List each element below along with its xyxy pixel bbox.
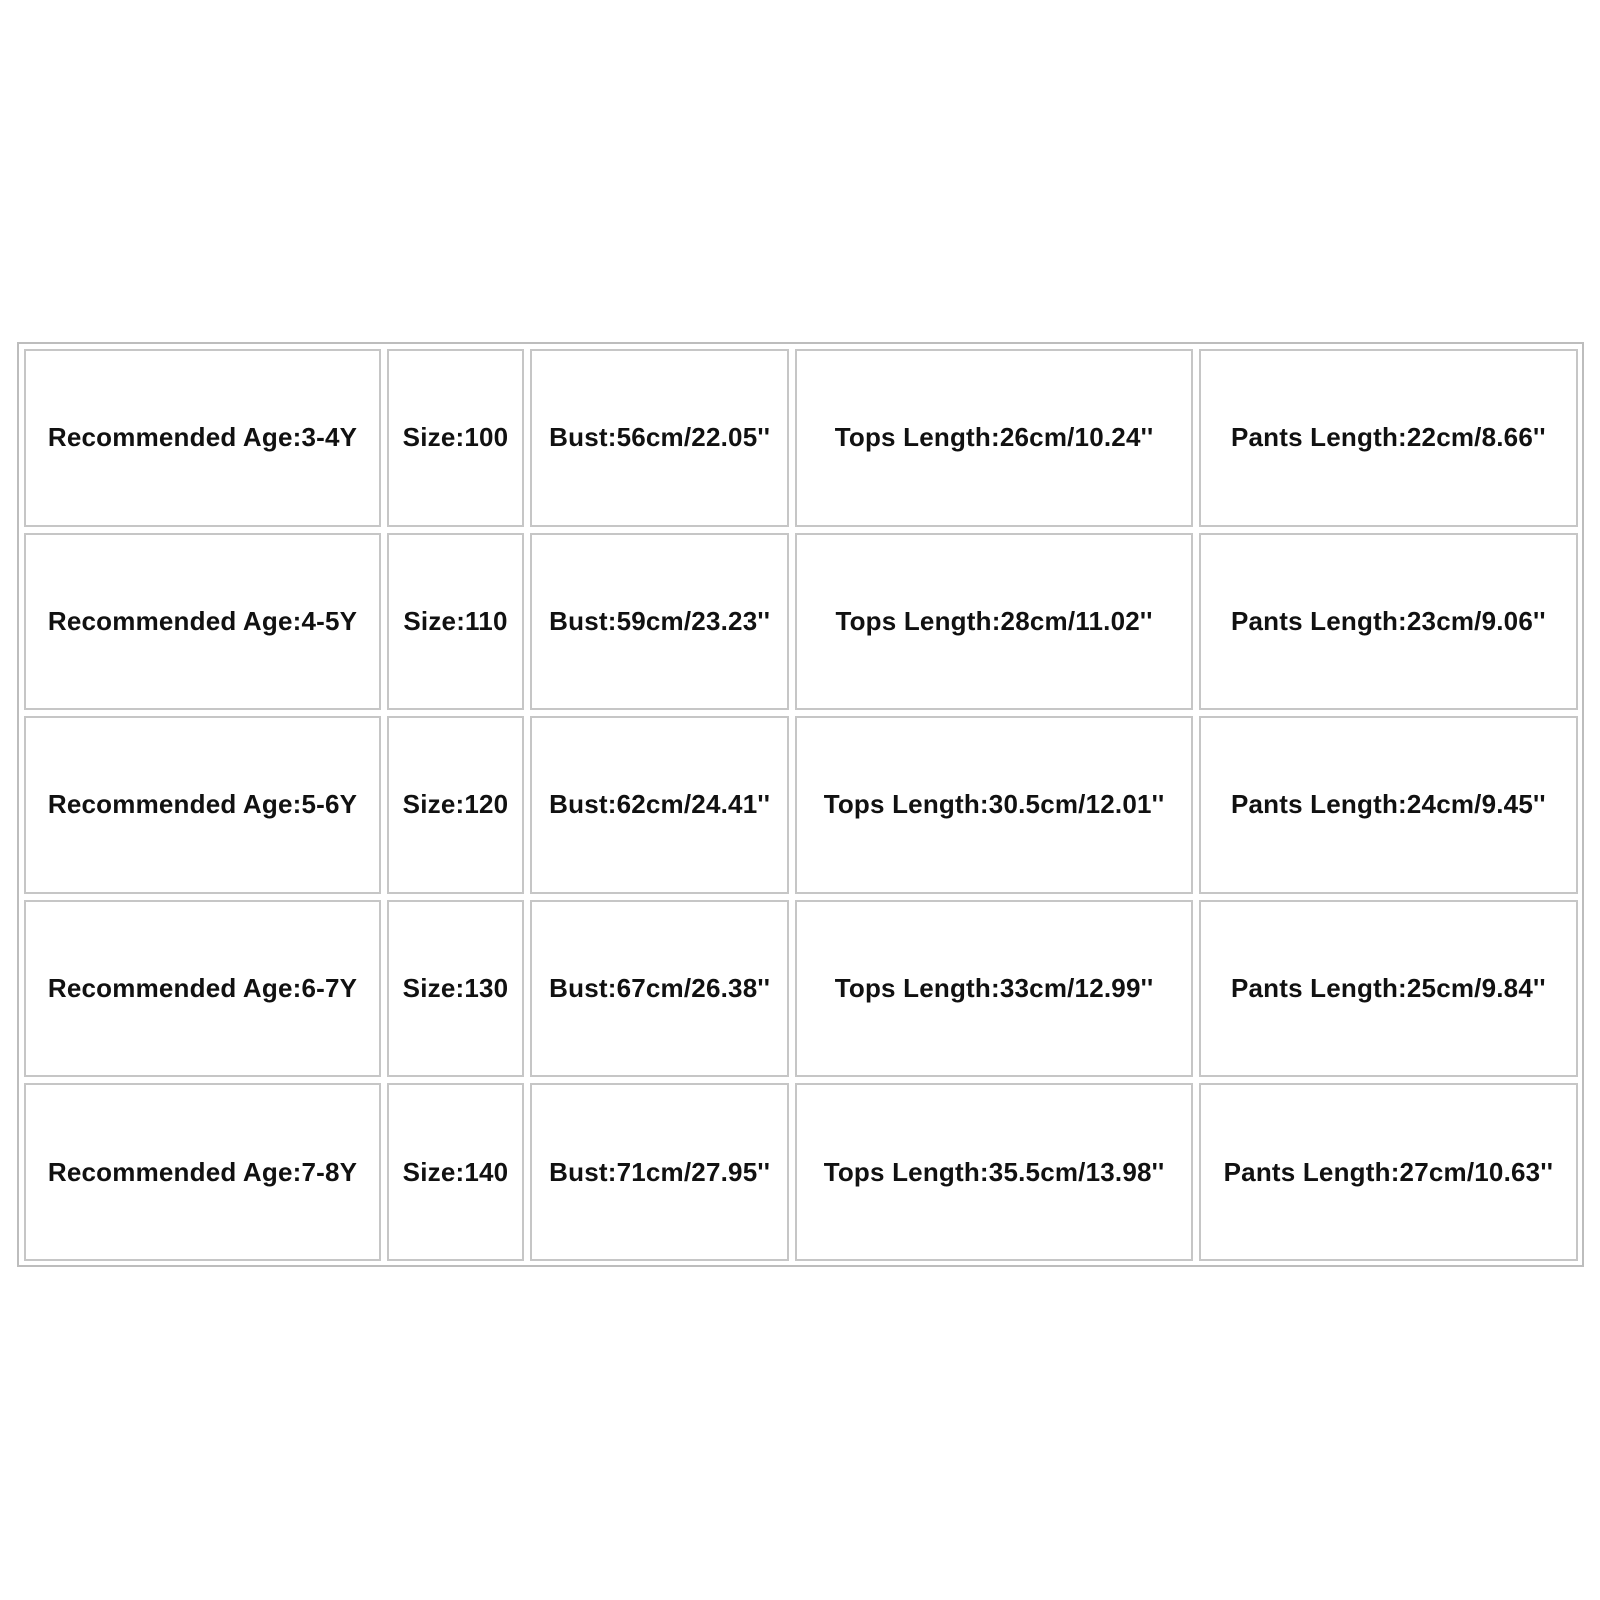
bust-cell: Bust:67cm/26.38''	[530, 900, 790, 1078]
age-cell: Recommended Age:4-5Y	[24, 533, 381, 711]
table-row	[24, 1083, 1578, 1261]
pants-length-cell: Pants Length:23cm/9.06''	[1199, 533, 1578, 711]
pants-length-cell: Pants Length:22cm/8.66''	[1199, 349, 1578, 527]
bust-cell: Bust:56cm/22.05''	[530, 349, 790, 527]
size-chart-table	[17, 342, 1584, 1267]
table-row	[24, 900, 1578, 1078]
bust-cell: Bust:71cm/27.95''	[530, 1083, 790, 1261]
pants-length-cell: Pants Length:24cm/9.45''	[1199, 716, 1578, 894]
table-row	[24, 349, 1578, 527]
bust-cell: Bust:62cm/24.41''	[530, 716, 790, 894]
age-cell: Recommended Age:6-7Y	[24, 900, 381, 1078]
age-cell: Recommended Age:7-8Y	[24, 1083, 381, 1261]
table-row	[24, 533, 1578, 711]
size-cell: Size:100	[387, 349, 524, 527]
size-cell: Size:140	[387, 1083, 524, 1261]
pants-length-cell: Pants Length:25cm/9.84''	[1199, 900, 1578, 1078]
tops-length-cell: Tops Length:30.5cm/12.01''	[795, 716, 1192, 894]
age-cell: Recommended Age:3-4Y	[24, 349, 381, 527]
tops-length-cell: Tops Length:26cm/10.24''	[795, 349, 1192, 527]
tops-length-cell: Tops Length:33cm/12.99''	[795, 900, 1192, 1078]
age-cell: Recommended Age:5-6Y	[24, 716, 381, 894]
pants-length-cell: Pants Length:27cm/10.63''	[1199, 1083, 1578, 1261]
size-cell: Size:130	[387, 900, 524, 1078]
size-cell: Size:110	[387, 533, 524, 711]
size-cell: Size:120	[387, 716, 524, 894]
table-row	[24, 716, 1578, 894]
size-chart-grid	[18, 343, 1584, 1267]
bust-cell: Bust:59cm/23.23''	[530, 533, 790, 711]
tops-length-cell: Tops Length:35.5cm/13.98''	[795, 1083, 1192, 1261]
tops-length-cell: Tops Length:28cm/11.02''	[795, 533, 1192, 711]
